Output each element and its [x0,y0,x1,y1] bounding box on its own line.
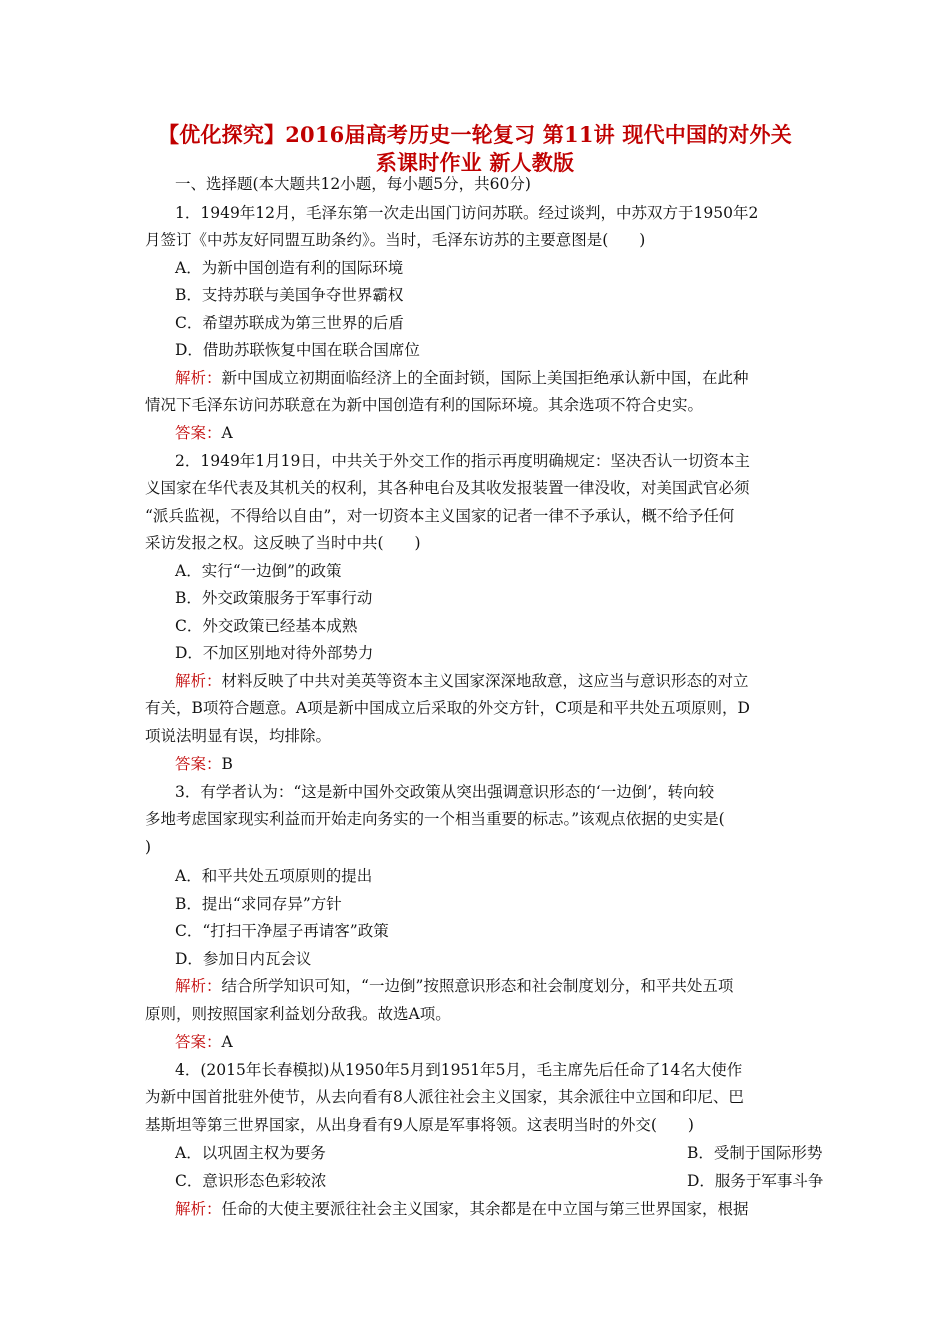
q2-analysis-line-2: 有关，B项符合题意。A项是新中国成立后采取的外交方针，C项是和平共处五项原则，D [145,699,750,717]
q1-option-d: D．借助苏联恢复中国在联合国席位 [175,341,420,359]
q2-stem-line-1: 2．1949年1月19日，中共关于外交工作的指示再度明确规定：坚决否认一切资本主 [175,452,750,470]
q2-option-c: C．外交政策已经基本成熟 [175,617,358,635]
analysis-label: 解析： [175,369,222,387]
q3-analysis-line-1 [175,976,805,996]
q4-stem-line-1: 4．(2015年长春模拟)从1950年5月到1951年5月，毛主席先后任命了14名大使作 [175,1061,743,1079]
q1-answer [175,423,805,443]
q4-option-a: A．以巩固主权为要务 [175,1144,326,1162]
title-line-2: 系课时作业 新人教版 [375,150,575,175]
q3-option-b: B．提出“求同存异”方针 [175,895,342,913]
q4-analysis-line-1 [175,1199,805,1219]
q4-stem-line-2: 为新中国首批驻外使节，从去向看有8人派往社会主义国家，其余派往中立国和印尼、巴 [145,1088,744,1106]
q4-stem-line-3: 基斯坦等第三世界国家，从出身看有9人原是军事将领。这表明当时的外交( ) [145,1116,694,1134]
q2-stem-line-2: 义国家在华代表及其机关的权利，其各种电台及其收发报装置一律没收，对美国武官必须 [145,479,750,497]
q3-option-c: C．“打扫干净屋子再请客”政策 [175,922,389,940]
analysis-label: 解析： [175,977,222,995]
answer-label: 答案： [175,755,222,773]
q3-option-d: D．参加日内瓦会议 [175,950,312,968]
q4-option-b: B．受制于国际形势 [687,1144,823,1162]
q3-answer [175,1032,805,1052]
q3-stem-line-3: ) [145,838,152,856]
analysis-text: 材料反映了中共对美英等资本主义国家深深地敌意，这应当与意识形态的对立 [221,672,749,690]
q2-stem-line-3: “派兵监视，不得给以自由”，对一切资本主义国家的记者一律不予承认，概不给予任何 [145,507,735,525]
q3-stem-line-1: 3．有学者认为：“这是新中国外交政策从突出强调意识形态的‘一边倒’，转向较 [175,783,715,801]
q2-option-a: A．实行“一边倒”的政策 [175,562,342,580]
analysis-text: 结合所学知识可知，“一边倒”按照意识形态和社会制度划分，和平共处五项 [221,977,734,995]
q2-option-b: B．外交政策服务于军事行动 [175,589,373,607]
section-heading: 一、选择题(本大题共12小题，每小题5分，共60分) [175,175,531,193]
document-title [120,121,830,177]
q4-option-c: C．意识形态色彩较浓 [175,1172,327,1190]
q3-analysis-line-2: 原则，则按照国家利益划分敌我。故选A项。 [145,1005,451,1023]
q2-option-d: D．不加区别地对待外部势力 [175,644,374,662]
q2-analysis-line-3: 项说法明显有误，均排除。 [145,727,332,745]
answer-value: B [221,755,233,773]
analysis-text: 新中国成立初期面临经济上的全面封锁，国际上美国拒绝承认新中国，在此种 [221,369,749,387]
q4-option-d: D．服务于军事斗争 [687,1172,824,1190]
q1-option-c: C．希望苏联成为第三世界的后盾 [175,314,404,332]
answer-label: 答案： [175,1033,222,1051]
q4-options-row-2 [175,1171,824,1191]
analysis-label: 解析： [175,1200,222,1218]
q1-option-a: A．为新中国创造有利的国际环境 [175,259,404,277]
q3-stem-line-2: 多地考虑国家现实利益而开始走向务实的一个相当重要的标志。”该观点依据的史实是( [145,810,725,828]
q3-option-a: A．和平共处五项原则的提出 [175,867,373,885]
title-line-1: 【优化探究】2016届高考历史一轮复习 第11讲 现代中国的对外关 [158,122,792,147]
q1-analysis-line-1 [175,368,805,388]
answer-label: 答案： [175,424,222,442]
q2-stem-line-4: 采访发报之权。这反映了当时中共( ) [145,534,421,552]
q1-option-b: B．支持苏联与美国争夺世界霸权 [175,286,404,304]
analysis-text: 任命的大使主要派往社会主义国家，其余都是在中立国与第三世界国家，根据 [221,1200,749,1218]
q1-stem-line-1: 1．1949年12月，毛泽东第一次走出国门访问苏联。经过谈判，中苏双方于1950年2 [175,204,759,222]
q2-answer [175,754,805,774]
q1-analysis-line-2: 情况下毛泽东访问苏联意在为新中国创造有利的国际环境。其余选项不符合史实。 [145,396,704,414]
q4-options-row-1 [175,1143,823,1163]
answer-value: A [221,1033,233,1051]
answer-value: A [221,424,233,442]
q1-stem-line-2: 月签订《中苏友好同盟互助条约》。当时，毛泽东访苏的主要意图是( ) [145,231,646,249]
q2-analysis-line-1 [175,671,805,691]
analysis-label: 解析： [175,672,222,690]
